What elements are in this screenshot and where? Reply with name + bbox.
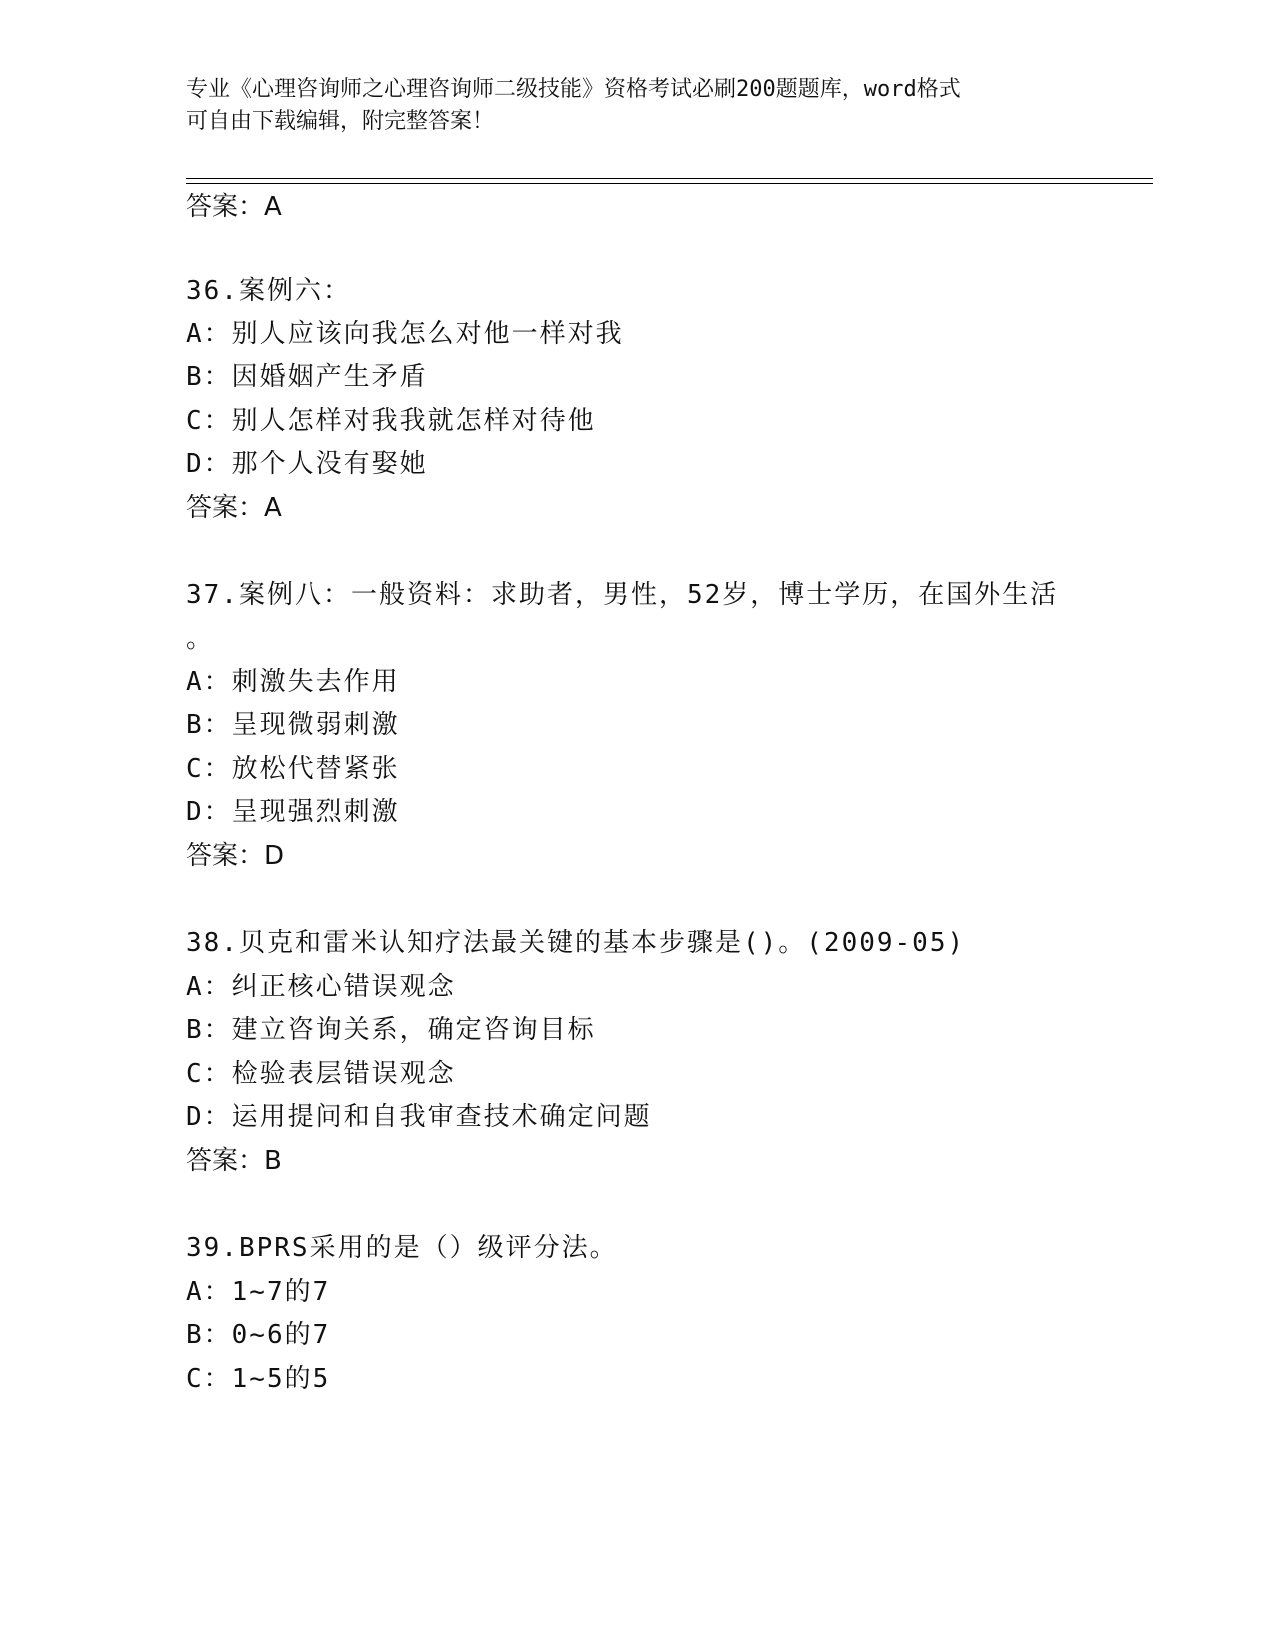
option-d: D：那个人没有娶她 [186,449,428,479]
option-b: B：因婚姻产生矛盾 [186,362,428,392]
header-line-1: 专业《心理咨询师之心理咨询师二级技能》资格考试必刷200题题库，word格式 [186,77,961,102]
answer-label: 答案：A [186,192,282,222]
option-c: C：检验表层错误观念 [186,1059,456,1089]
option-a: A：刺激失去作用 [186,667,400,697]
question-stem: 38.贝克和雷米认知疗法最关键的基本步骤是()。(2009-05) [186,928,966,958]
option-c: C：1~5的5 [186,1364,331,1394]
question-stem: 36.案例六： [186,276,351,306]
question-stem: 39.BPRS采用的是（）级评分法。 [186,1233,618,1263]
option-b: B：呈现微弱刺激 [186,710,400,740]
option-c: C：放松代替紧张 [186,754,400,784]
option-d: D：呈现强烈刺激 [186,797,400,827]
option-b: B：建立咨询关系，确定咨询目标 [186,1015,596,1045]
header-rule-bottom [186,183,1153,184]
header-line-2: 可自由下载编辑，附完整答案！ [186,109,495,134]
option-a: A：纠正核心错误观念 [186,972,456,1002]
option-c: C：别人怎样对我我就怎样对待他 [186,406,596,436]
option-b: B：0~6的7 [186,1320,331,1350]
option-d: D：运用提问和自我审查技术确定问题 [186,1102,652,1132]
question-stem: 37.案例八：一般资料：求助者，男性，52岁，博士学历，在国外生活 [186,580,1059,610]
option-a: A：别人应该向我怎么对他一样对我 [186,319,624,349]
page-header [186,74,1086,138]
answer-label: 答案：B [186,1146,282,1176]
option-a: A：1~7的7 [186,1277,331,1307]
answer-label: 答案：A [186,493,282,523]
answer-label: 答案：D [186,841,285,871]
question-stem-continuation: 。 [186,624,215,654]
header-rule-top [186,178,1153,179]
